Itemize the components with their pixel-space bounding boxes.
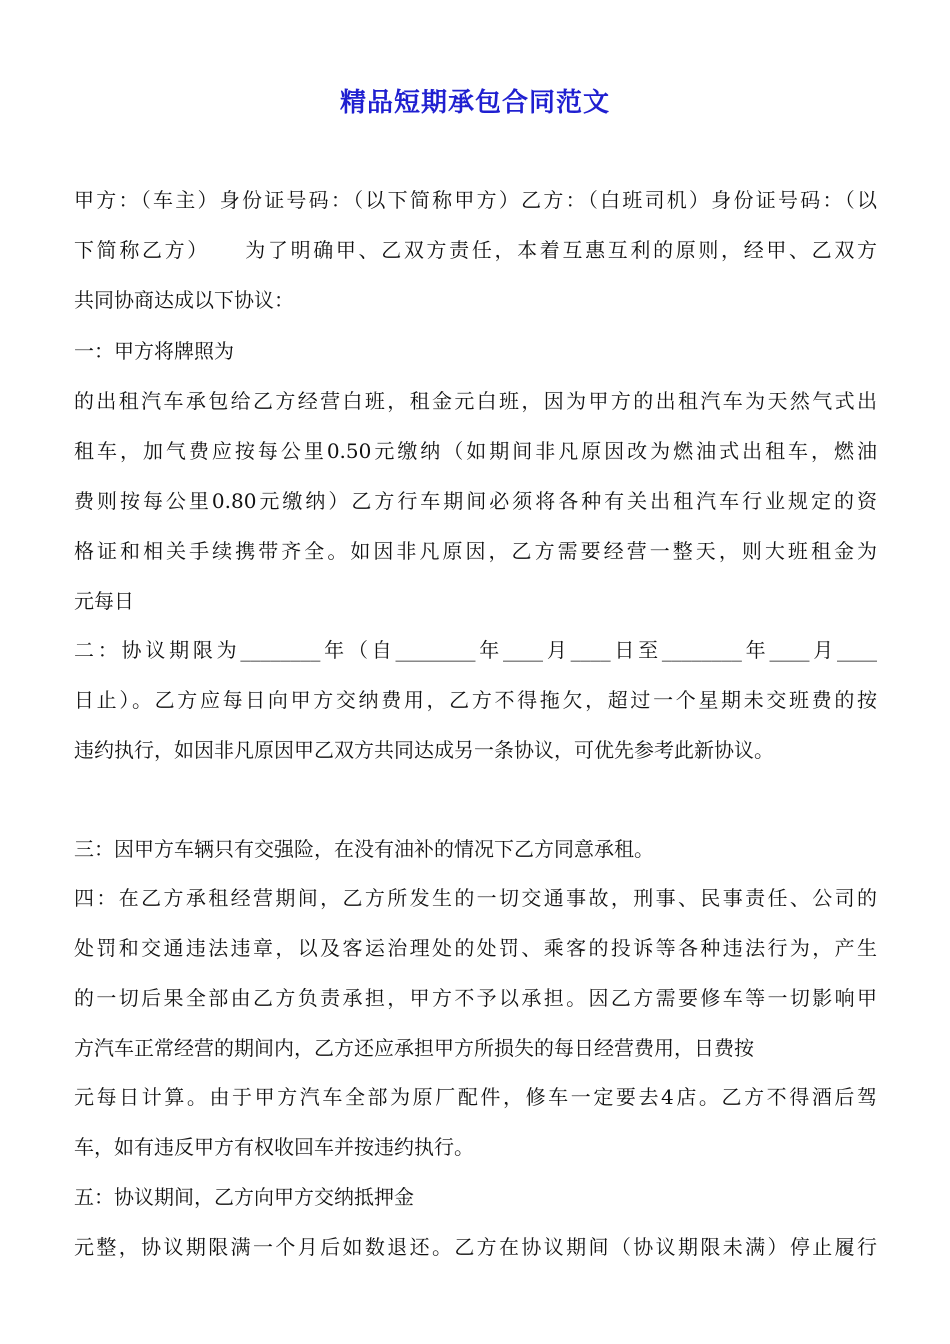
paragraph-line: 共同协商达成以下协议： [74, 288, 294, 312]
paragraph-line: 元整，协议期限满一个月后如数退还。乙方在协议期间（协议期限未满）停止履行 [74, 1235, 877, 1259]
clause-heading-5: 五：协议期间，乙方向甲方交纳抵押金 [74, 1185, 414, 1209]
clause-heading-1: 一：甲方将牌照为 [74, 339, 234, 363]
paragraph-line: 下简称乙方） 为了明确甲、乙双方责任，本着互惠互利的原则，经甲、乙双方 [74, 238, 877, 262]
paragraph-line: 日止）。乙方应每日向甲方交纳费用，乙方不得拖欠，超过一个星期未交班费的按 [74, 688, 877, 712]
document-title: 精品短期承包合同范文 [339, 88, 610, 118]
paragraph-line: 元每日计算。由于甲方汽车全部为原厂配件，修车一定要去4店。乙方不得酒后驾 [74, 1085, 877, 1109]
paragraph-line: 费则按每公里0.80元缴纳）乙方行车期间必须将各种有关出租汽车行业规定的资 [74, 489, 877, 513]
clause-heading-4: 四：在乙方承租经营期间，乙方所发生的一切交通事故，刑事、民事责任、公司的 [74, 886, 877, 910]
clause-heading-2: 二：协议期限为________年（自________年____月____日至________年____月____ [74, 638, 877, 662]
paragraph-line: 甲方：（车主）身份证号码：（以下简称甲方）乙方：（白班司机）身份证号码：（以 [74, 188, 877, 212]
paragraph-line: 的一切后果全部由乙方负责承担，甲方不予以承担。因乙方需要修车等一切影响甲 [74, 986, 877, 1010]
paragraph-line: 违约执行，如因非凡原因甲乙双方共同达成另一条协议，可优先参考此新协议。 [74, 738, 774, 762]
paragraph-line: 处罚和交通违法违章，以及客运治理处的处罚、乘客的投诉等各种违法行为，产生 [74, 936, 877, 960]
paragraph-line: 方汽车正常经营的期间内，乙方还应承担甲方所损失的每日经营费用，日费按 [74, 1036, 754, 1060]
paragraph-line: 格证和相关手续携带齐全。如因非凡原因，乙方需要经营一整天，则大班租金为 [74, 539, 877, 563]
paragraph-line: 元每日 [74, 589, 134, 613]
paragraph-line: 车，如有违反甲方有权收回车并按违约执行。 [74, 1135, 474, 1159]
clause-heading-3: 三：因甲方车辆只有交强险，在没有油补的情况下乙方同意承租。 [74, 837, 654, 861]
paragraph-line: 的出租汽车承包给乙方经营白班，租金元白班，因为甲方的出租汽车为天然气式出 [74, 389, 877, 413]
paragraph-line: 租车，加气费应按每公里0.50元缴纳（如期间非凡原因改为燃油式出租车，燃油 [74, 439, 877, 463]
